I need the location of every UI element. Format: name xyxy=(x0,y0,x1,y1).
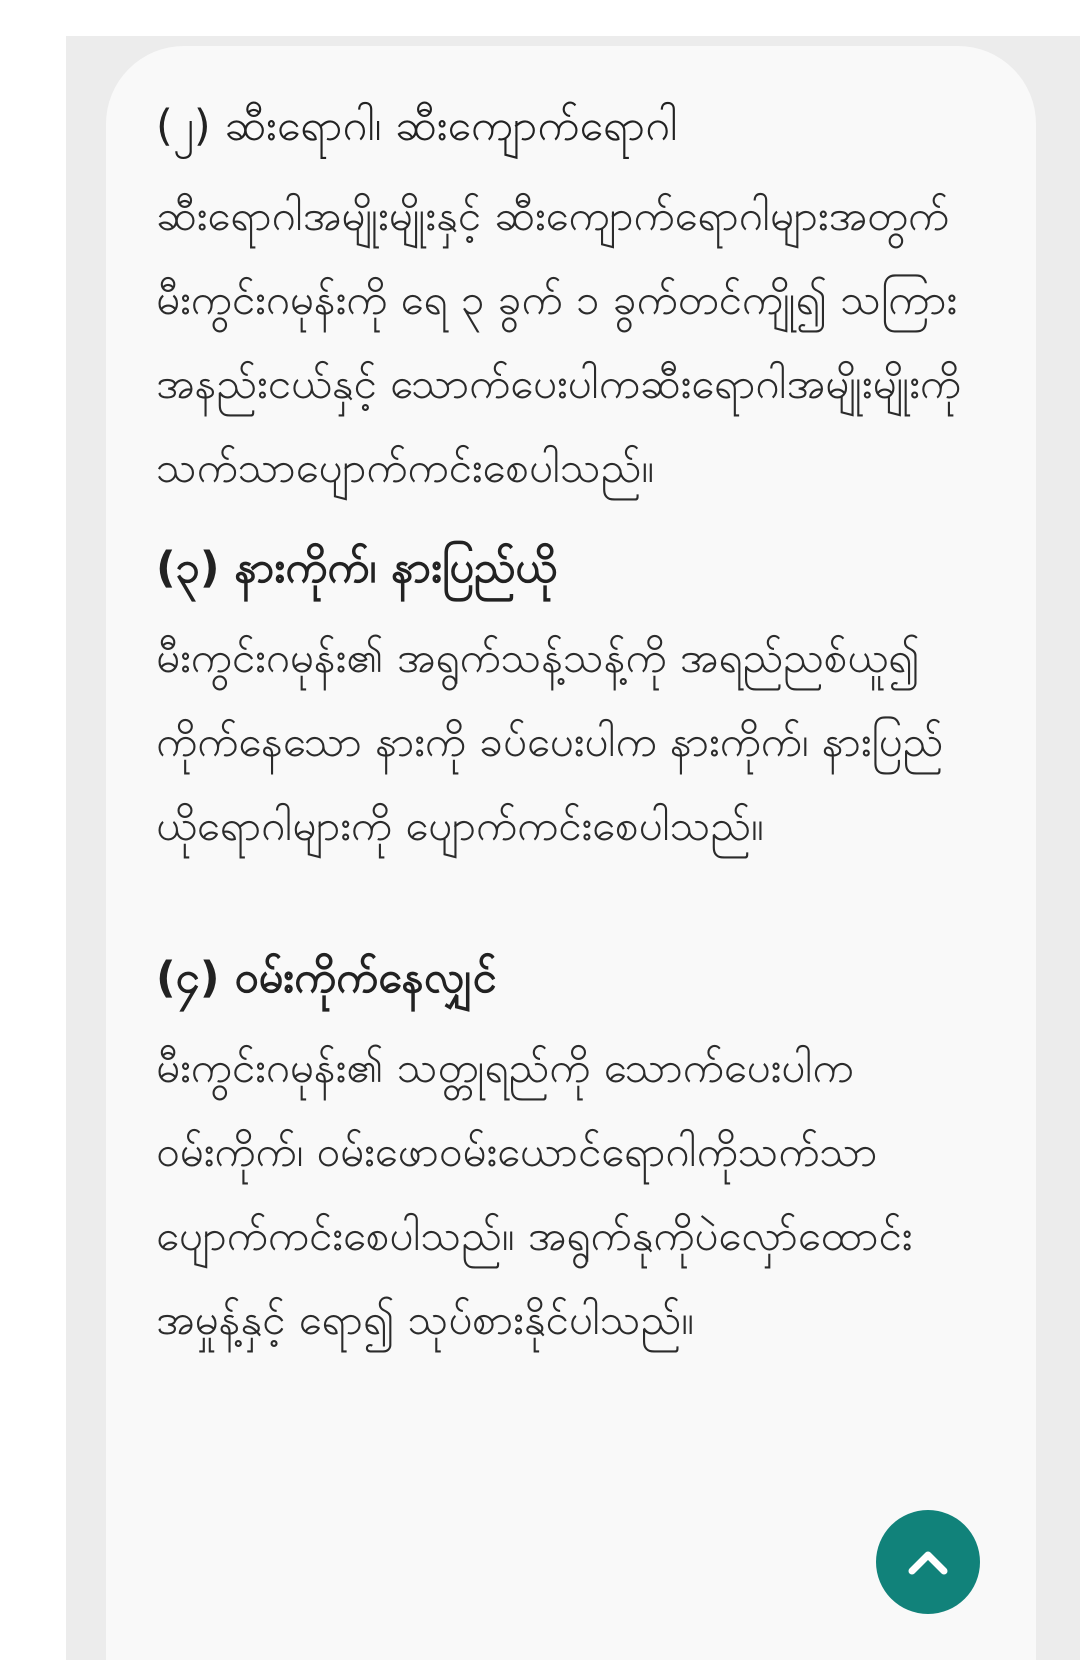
section-body-2: ဆီးရောဂါအမျိုးမျိုးနှင့် ဆီးကျောက်ရောဂါများအတွက် မီးကွင်းဂမုန်းကို ရေ ၃ ခွက် ၁ ခွက်တင်ကျို၍ သကြားအနည်းငယ်နှင့် သောက်ပေးပါကဆီးရောဂါအမျိုးမျိုးကို သက်သာပျောက်ကင်းစေပါသည်။ xyxy=(156,191,961,492)
scroll-to-top-button[interactable] xyxy=(876,1510,980,1614)
section-heading-4: (၄) ဝမ်းကိုက်နေလျှင် xyxy=(156,953,497,1003)
section-body-3: မီးကွင်းဂမုန်း၏ အရွက်သန့်သန့်ကို အရည်ညစ်ယူ၍ ကိုက်နေသော နားကို ခပ်ပေးပါက နားကိုက်၊ နားပြည်ယိုရောဂါများကို ပျောက်ကင်းစေပါသည်။ xyxy=(156,633,944,850)
article-card xyxy=(106,46,1036,1660)
section-heading-3: (၃) နားကိုက်၊ နားပြည်ယို xyxy=(156,543,558,593)
chevron-up-icon xyxy=(906,1547,950,1577)
section-body-4: မီးကွင်းဂမုန်း၏ သတ္တုရည်ကို သောက်ပေးပါကဝမ်းကိုက်၊ ဝမ်းဖောဝမ်းယောင်ရောဂါကိုသက်သာပျောက်ကင်းစေပါသည်။ အရွက်နုကိုပဲလှော်ထောင်းအမှုန့်နှင့် ရော၍ သုပ်စားနိုင်ပါသည်။ xyxy=(156,1043,913,1344)
section-heading-2: (၂) ဆီးရောဂါ၊ ဆီးကျောက်ရောဂါ xyxy=(156,101,678,151)
